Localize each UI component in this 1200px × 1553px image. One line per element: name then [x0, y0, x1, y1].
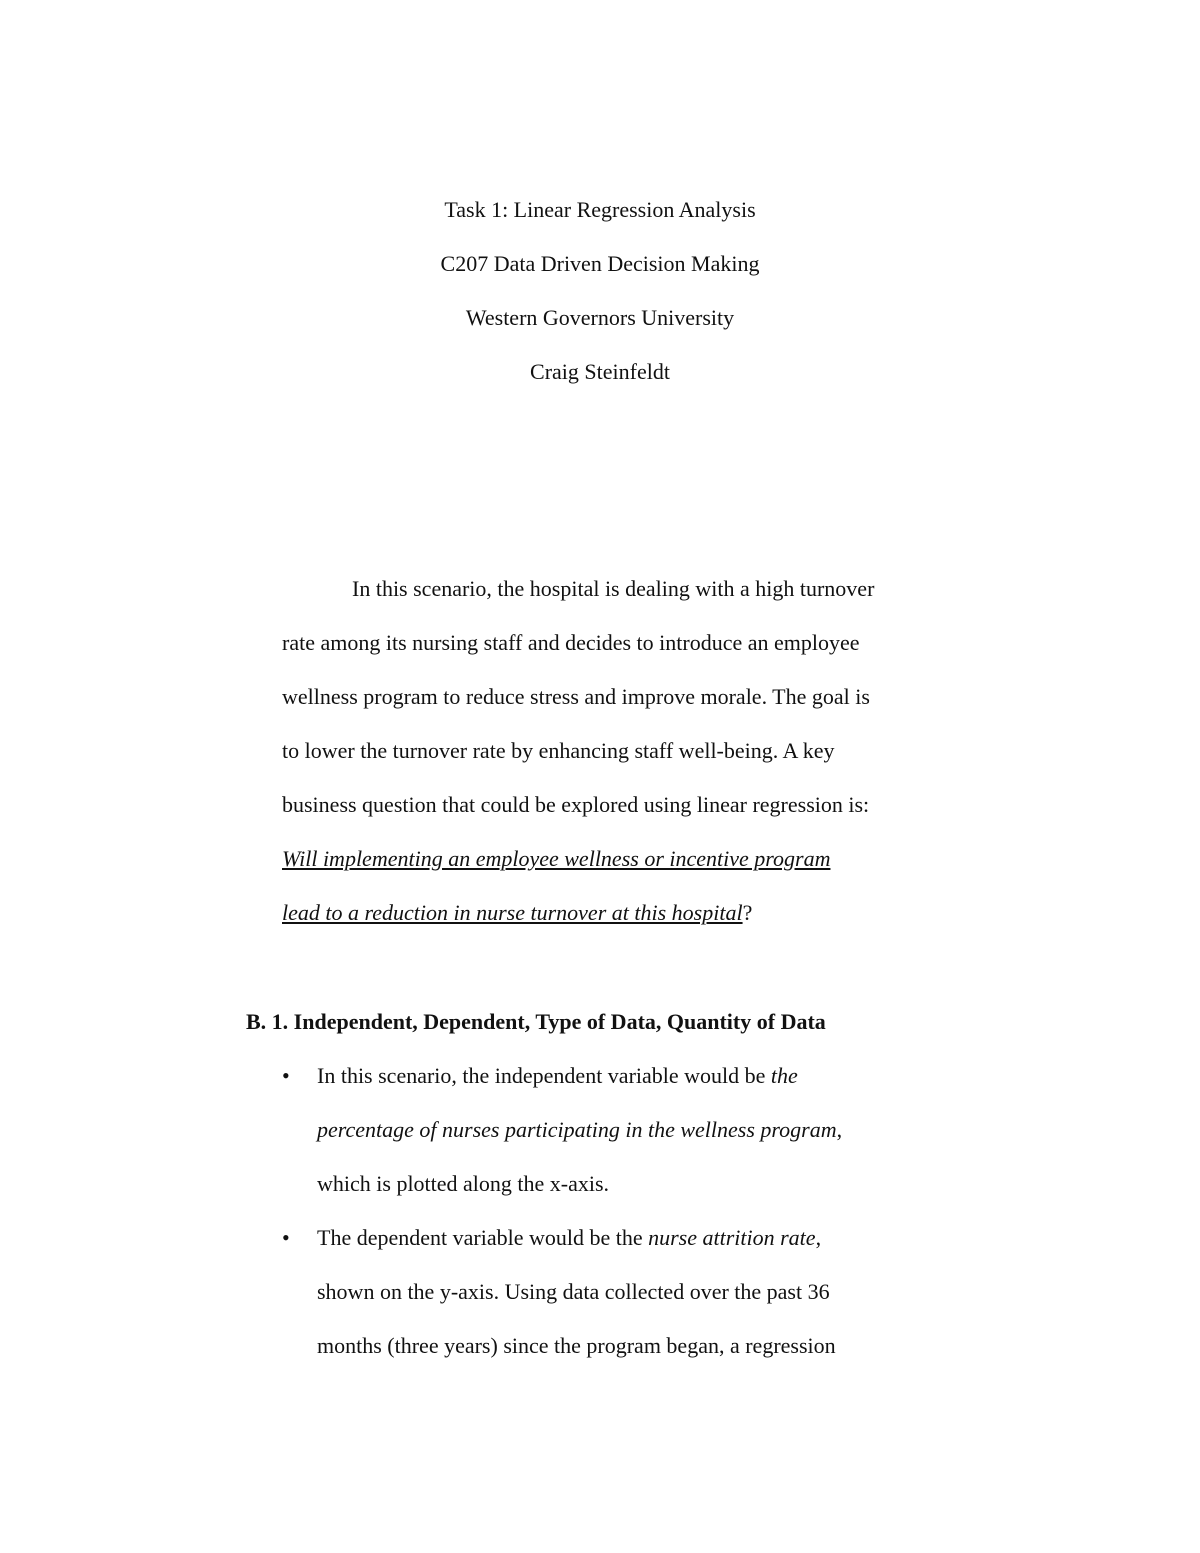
intro-line-5: business question that could be explored using linear regression is: — [282, 792, 870, 817]
bullet-2-line-1 — [317, 1223, 821, 1253]
university-name: Western Governors University — [465, 305, 735, 330]
bullet-1-line-2 — [317, 1115, 842, 1145]
intro-line-2: rate among its nursing staff and decides to introduce an employee — [282, 630, 860, 655]
document-title: Task 1: Linear Regression Analysis — [444, 197, 756, 222]
comma: , — [836, 1117, 843, 1142]
business-question-part-1: Will implementing an employee wellness or incentive program — [282, 846, 831, 871]
dependent-variable: nurse attrition rate — [648, 1225, 816, 1250]
bullet-1-line-3: which is plotted along the x-axis. — [317, 1171, 610, 1196]
comma: , — [815, 1225, 822, 1250]
bullet-1-line-1 — [317, 1061, 798, 1091]
bullet-icon: • — [282, 1225, 290, 1250]
bullet-icon: • — [282, 1063, 290, 1088]
business-question-line-2 — [282, 898, 752, 928]
bullet-2-line-2: shown on the y-axis. Using data collected over the past 36 — [317, 1279, 830, 1304]
intro-line-1: In this scenario, the hospital is dealing with a high turnover — [352, 576, 875, 601]
question-mark: ? — [742, 900, 753, 925]
business-question-part-2: lead to a reduction in nurse turnover at this hospital — [282, 900, 743, 925]
bullet-2-line-3: months (three years) since the program began, a regression — [317, 1333, 836, 1358]
author-name: Craig Steinfeldt — [530, 359, 670, 384]
intro-line-3: wellness program to reduce stress and improve morale. The goal is — [282, 684, 870, 709]
bullet-1-emphasis: the — [770, 1063, 798, 1088]
bullet-1-text: In this scenario, the independent variable would be — [317, 1063, 771, 1088]
business-question-line-1 — [282, 844, 830, 874]
independent-variable: percentage of nurses participating in the wellness program — [317, 1117, 837, 1142]
section-heading-b1: B. 1. Independent, Dependent, Type of Data, Quantity of Data — [246, 1009, 826, 1034]
intro-line-4: to lower the turnover rate by enhancing staff well-being. A key — [282, 738, 835, 763]
bullet-2-text: The dependent variable would be the — [317, 1225, 649, 1250]
course-name: C207 Data Driven Decision Making — [440, 251, 760, 276]
